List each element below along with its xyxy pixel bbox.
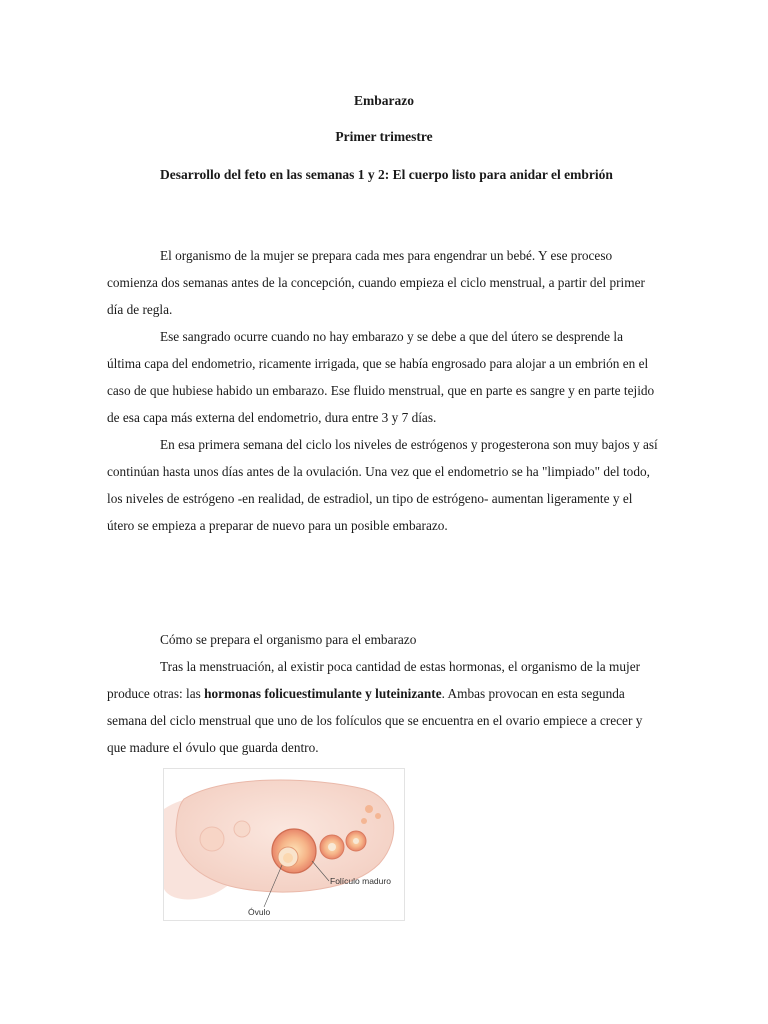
paragraph: En esa primera semana del ciclo los niveles de estrógenos y progesterona son muy bajos y así continúan hasta unos días antes de la ovulación. Una vez que el endometrio se ha "limpiado" del todo, los niveles de estrógeno -en realidad, de estradiol, un tipo de estrógeno- aumentan ligeramente y el útero se empieza a preparar de nuevo para un posible embarazo. <box>107 437 658 533</box>
ovary-illustration <box>163 768 405 921</box>
subheading: Cómo se prepara el organismo para el embarazo <box>160 632 417 647</box>
body-section-1 <box>107 242 660 539</box>
paragraph-text: Tras la menstruación, al existir poca cantidad de estas hormonas, el organismo de la mujer produce otras: las <box>107 659 641 701</box>
document-subtitle: Primer trimestre <box>335 129 433 144</box>
paragraph <box>107 653 660 761</box>
document-title: Embarazo <box>354 93 414 108</box>
ovum-label: Óvulo <box>248 907 271 917</box>
body-section-2 <box>107 653 660 761</box>
paragraph-text: . Ambas provocan en esta segunda semana del ciclo menstrual que uno de los folículos que se encuentra en el ovario empiece a crecer y que madure el óvulo que guarda dentro. <box>107 686 643 755</box>
paragraph: Ese sangrado ocurre cuando no hay embarazo y se debe a que del útero se desprende la última capa del endometrio, ricamente irrigada, que se había engrosado para alojar a un embrión en el caso de que hubiese habido un embarazo. Ese fluido menstrual, que en parte es sangre y en parte tejido de esa capa más externa del endometrio, dura entre 3 y 7 días. <box>107 329 655 425</box>
bold-term: hormonas folicuestimulante y luteinizante <box>204 686 442 701</box>
ovary-drawing <box>164 769 404 920</box>
follicle-label: Folículo maduro <box>330 876 391 886</box>
section-heading: Desarrollo del feto en las semanas 1 y 2: El cuerpo listo para anidar el embrión <box>160 167 613 182</box>
paragraph: El organismo de la mujer se prepara cada mes para engendrar un bebé. Y ese proceso comienza dos semanas antes de la concepción, cuando empieza el ciclo menstrual, a partir del primer día de regla. <box>107 248 645 317</box>
